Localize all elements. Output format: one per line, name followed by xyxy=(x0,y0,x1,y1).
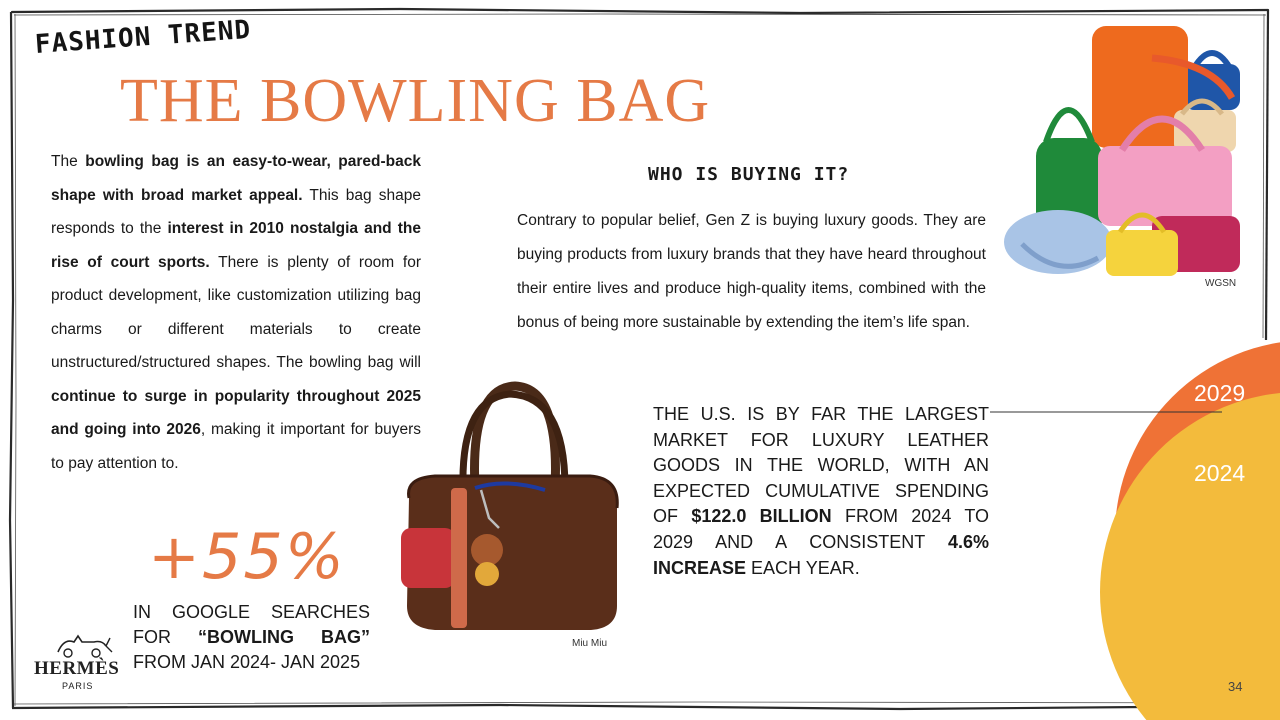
search-growth-stat: +55% xyxy=(148,520,346,593)
stacked-bags-image xyxy=(1002,18,1252,280)
label-2024: 2024 xyxy=(1194,460,1246,486)
who-paragraph: Contrary to popular belief, Gen Z is buying luxury goods. They are buying products from luxury brands that they have heard throughout their entire lives and produce high-quality items, combined with the bonus of being more sustainable by extending the item’s life span. xyxy=(517,212,986,331)
wgsn-caption: WGSN xyxy=(1205,278,1237,289)
kicker: FASHION TREND xyxy=(34,14,253,60)
page-title: THE BOWLING BAG xyxy=(120,67,711,135)
hermes-logo-sub: PARIS xyxy=(62,681,94,691)
label-2029: 2029 xyxy=(1194,380,1246,406)
search-growth-caption: IN GOOGLE SEARCHES FOR “BOWLING BAG” FROM JAN 2024- JAN 2025 xyxy=(133,602,370,672)
page-number: 34 xyxy=(1228,679,1243,694)
market-paragraph: THE U.S. IS BY FAR THE LARGEST MARKET FOR LUXURY LEATHER GOODS IN THE WORLD, WITH AN EXPECTED CUMULATIVE SPENDING OF $122.0 BILLION FROM 2024 TO 2029 AND A CONSISTENT 4.6% INCREASE EACH YEAR. xyxy=(653,404,989,578)
brown-bowling-bag-image xyxy=(395,378,625,638)
connector-line xyxy=(990,408,1230,416)
hermes-carriage-icon xyxy=(54,632,114,658)
miu-miu-caption: Miu Miu xyxy=(572,638,608,649)
intro-paragraph: The bowling bag is an easy-to-wear, pared-back shape with broad market appeal. This bag shape responds to the interest in 2010 nostalgia and the rise of court sports. There is plenty of room for product development, like customization utilizing bag charms or different materials to create unstructured/structured shapes. The bowling bag will continue to surge in popularity throughout 2025 and going into 2026, making it important for buyers to pay attention to. xyxy=(51,153,422,472)
hermes-logo: HERMÈS xyxy=(34,658,120,679)
inner-circle-2024 xyxy=(1100,392,1280,720)
who-heading: WHO IS BUYING IT? xyxy=(648,164,850,185)
